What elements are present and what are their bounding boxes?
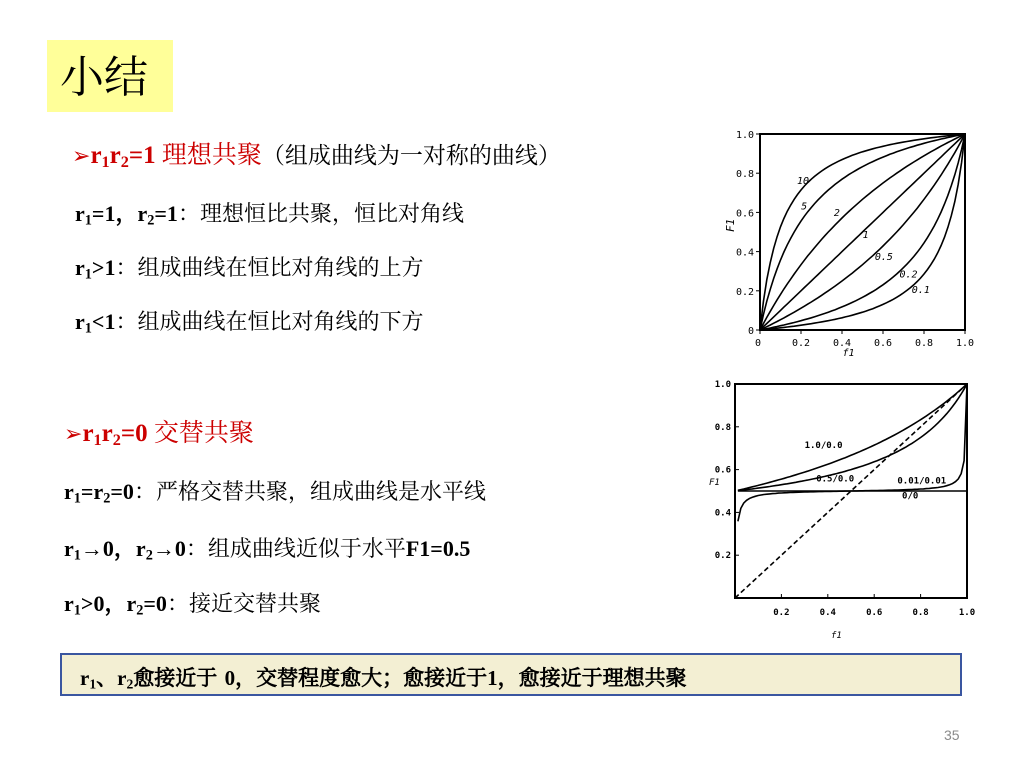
chart2-y-tick-label: 0.8 xyxy=(714,422,731,433)
chart1-y-tick-label: 1.0 xyxy=(735,130,754,141)
chart2-series-label: 0/0 xyxy=(902,491,919,502)
chart1-x-tick-label: 1.0 xyxy=(955,338,975,349)
arrow-bullet-icon: ➢ xyxy=(64,422,83,447)
chart2-series-label: 0.5/0.0 xyxy=(816,474,855,485)
section2-line-2: $r_1\to 0$，$r_2\to 0$：组成曲线近似于水平F1=0.5 xyxy=(64,536,471,564)
chart2-y-axis-label: F1 xyxy=(709,478,720,488)
arrow-bullet-icon: ➢ xyxy=(72,144,91,169)
section1-line-3: $r_1<1$：组成曲线在恒比对角线的下方 xyxy=(75,309,424,337)
chart1-y-axis-label: F1 xyxy=(724,218,737,232)
chart2-x-axis-label: f1 xyxy=(831,631,842,641)
chart1-svg xyxy=(718,122,976,358)
chart1-y-tick-label: 0.6 xyxy=(735,208,754,220)
section2-heading-main: $r_1r_2=0$ 交替共聚 xyxy=(82,418,254,450)
chart2-svg xyxy=(705,376,975,652)
section1-line-1: $r_1=1$，$r_2=1$：理想恒比共聚，恒比对角线 xyxy=(75,201,464,229)
chart1-x-tick-label: 0.6 xyxy=(873,338,893,349)
page-number: 35 xyxy=(944,727,960,743)
chart1-series-label: 1 xyxy=(862,230,869,242)
section2-line-3: $r_1>0$，$r_2=0$：接近交替共聚 xyxy=(64,591,321,619)
chart1-series-label: 0.1 xyxy=(911,284,930,296)
chart1-x-tick-label: 0.2 xyxy=(791,338,811,349)
chart1-series-label: 5 xyxy=(801,201,808,213)
section1-heading-paren: （组成曲线为一对称的曲线） xyxy=(261,143,561,169)
chart2-series-line xyxy=(738,384,967,521)
chart2-series-label: 0.01/0.01 xyxy=(897,476,947,487)
chart1-series-label: 10 xyxy=(797,176,810,187)
chart1-series-label: 2 xyxy=(833,208,840,220)
summary-box xyxy=(60,653,962,696)
alternating-copolymer-chart xyxy=(705,376,975,652)
chart2-y-tick-label: 0.2 xyxy=(714,551,731,562)
chart1-y-tick-label: 0 xyxy=(747,326,754,337)
chart2-series-label: 1.0/0.0 xyxy=(804,441,843,452)
chart2-x-tick-label: 0.2 xyxy=(773,608,790,618)
summary-text: $r_1$、$r_2$愈接近于 0，交替程度愈大；愈接近于1，愈接近于理想共聚 xyxy=(80,666,687,692)
chart2-x-tick-label: 0.6 xyxy=(866,608,883,618)
chart2-x-tick-label: 1.0 xyxy=(958,608,975,618)
chart2-x-tick-label: 0.8 xyxy=(912,608,929,618)
chart1-x-tick-label: 0 xyxy=(754,338,762,349)
section1-heading xyxy=(72,140,561,172)
chart1-x-axis-label: f1 xyxy=(842,348,855,358)
chart1-y-tick-label: 0.4 xyxy=(735,247,754,259)
chart2-y-tick-label: 1.0 xyxy=(714,380,731,390)
chart2-y-tick-label: 0.4 xyxy=(714,508,731,519)
section2-heading xyxy=(64,418,254,450)
chart1-series-label: 0.5 xyxy=(874,251,893,263)
page-title: 小结 xyxy=(60,52,148,103)
section1-line-2: $r_1>1$：组成曲线在恒比对角线的上方 xyxy=(75,255,424,283)
section2-line-1: $r_1=r_2=0$：严格交替共聚，组成曲线是水平线 xyxy=(64,479,486,507)
chart1-y-tick-label: 0.2 xyxy=(735,286,754,298)
chart1-x-tick-label: 0.4 xyxy=(832,338,852,349)
section1-heading-main: $r_1r_2=1$ 理想共聚 xyxy=(90,140,262,172)
chart1-x-tick-label: 0.8 xyxy=(914,338,934,349)
chart2-x-tick-label: 0.4 xyxy=(819,608,836,618)
chart2-y-tick-label: 0.6 xyxy=(714,465,731,476)
chart1-series-label: 0.2 xyxy=(899,269,918,281)
chart1-y-tick-label: 0.8 xyxy=(735,169,754,181)
ideal-copolymer-chart xyxy=(718,122,976,358)
